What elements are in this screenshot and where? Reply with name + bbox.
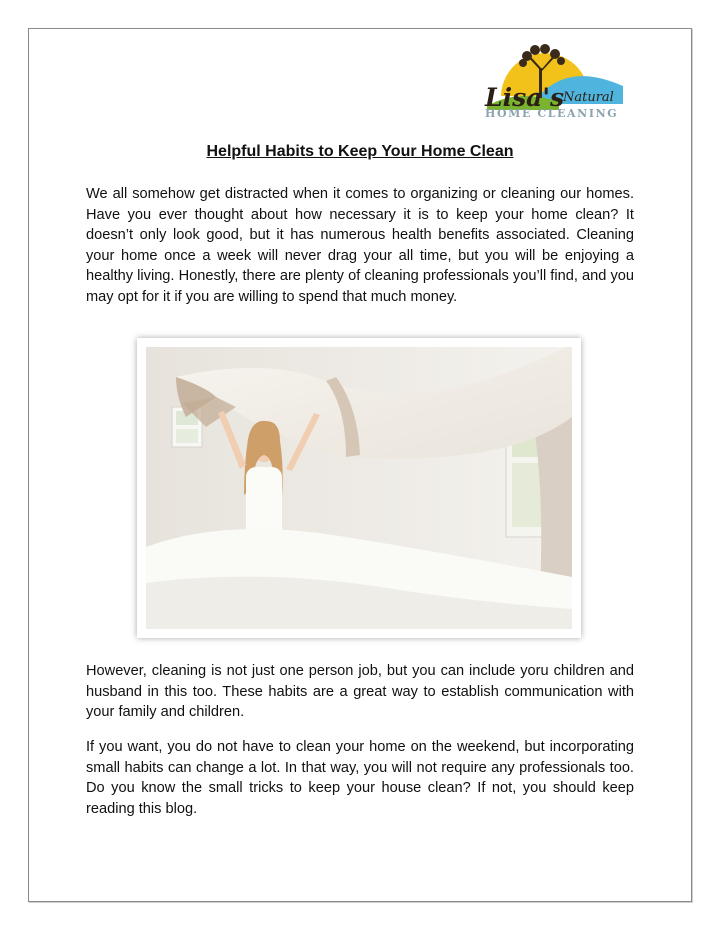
logo-script-text: Lisa's xyxy=(485,83,565,112)
paragraph-intro: We all somehow get distracted when it comes to organizing or cleaning our homes. Have you ever thought about how necessary it is to keep your home clean? It doesn’t only look good, but it has numerous health benefits associated. Cleaning your home once a week will never drag your all time, but you will be enjoying a healthy living. Honestly, there are plenty of cleaning professionals you’ll find, and you may opt for it if you are willing to spend that much money. xyxy=(86,186,634,305)
company-logo xyxy=(479,44,629,120)
document-title: Helpful Habits to Keep Your Home Clean xyxy=(206,143,514,160)
logo-tagline-text: HOME CLEANING xyxy=(485,107,619,120)
photo-frame xyxy=(137,338,581,638)
logo-natural-text: Natural xyxy=(563,90,614,105)
paragraph-habits: If you want, you do not have to clean your home on the weekend, but incorporating small habits can change a lot. In that way, you will not require any professionals too. Do you know the small tricks to keep your house clean? If not, you should keep reading this blog. xyxy=(86,739,634,817)
paragraph-family: However, cleaning is not just one person job, but you can include yoru children and husband in this too. These habits are a great way to establish communication with your family and children. xyxy=(86,663,634,720)
bedroom-photo xyxy=(146,347,572,629)
